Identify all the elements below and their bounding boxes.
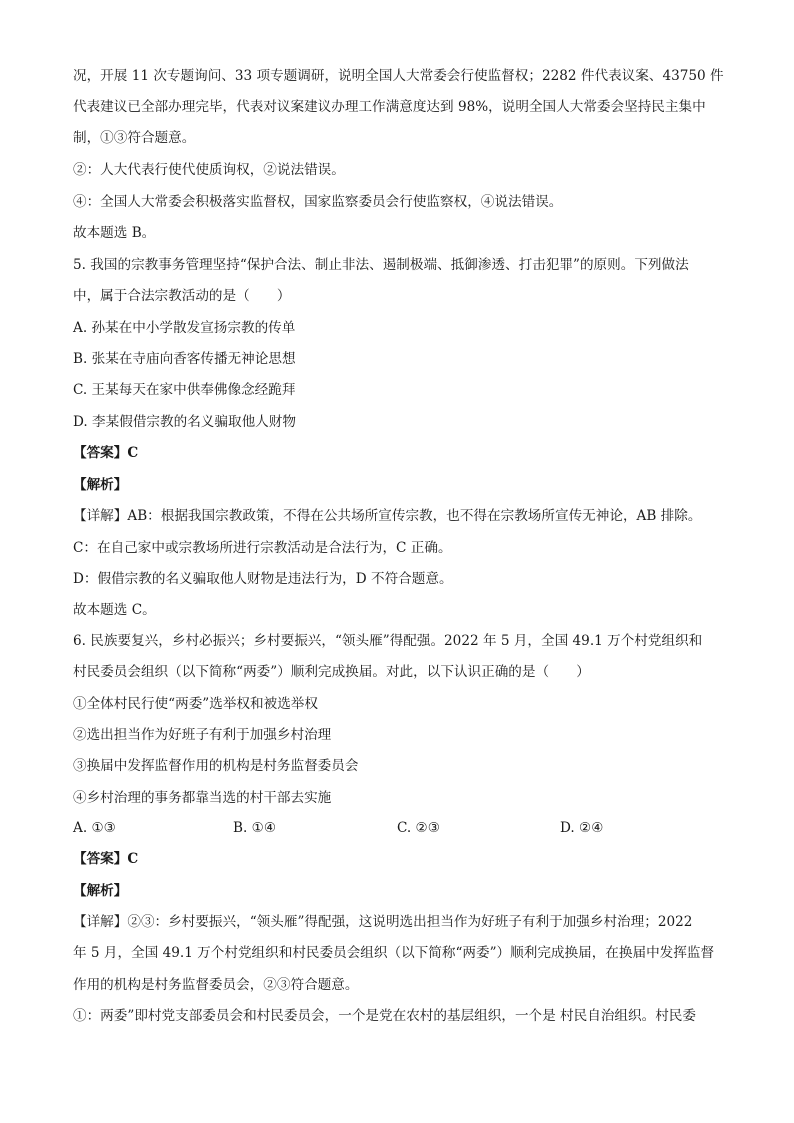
text-line: 故本题选 B。: [73, 225, 156, 241]
question-5-option-d: D. 李某假借宗教的名义骗取他人财物: [73, 414, 296, 430]
question-5-stem: 5. 我国的宗教事务管理坚持“保护合法、制止非法、遏制极端、抵御渗透、打击犯罪”的原则。下列做法: [73, 257, 689, 273]
text-line: ①：两委”即村党支部委员会和村民委员会，一个是党在农村的基层组织，一个是 村民自治组织。村民委: [73, 1008, 696, 1024]
question-6-option-c: C. ②③: [397, 820, 440, 836]
question-5-option-b: B. 张某在寺庙向香客传播无神论思想: [73, 351, 296, 367]
statement-3: ③换届中发挥监督作用的机构是村务监督委员会: [73, 758, 359, 774]
answer-label: 【答案】C: [73, 851, 139, 867]
statement-1: ①全体村民行使“两委”选举权和被选举权: [73, 696, 318, 712]
statement-4: ④乡村治理的事务都靠当选的村干部去实施: [73, 790, 332, 806]
text-line: 故本题选 C。: [73, 602, 156, 618]
statement-2: ②选出担当作为好班子有利于加强乡村治理: [73, 727, 332, 743]
answer-label: 【答案】C: [73, 445, 139, 461]
question-5-stem: 中，属于合法宗教活动的是（ ）: [73, 288, 291, 304]
question-6-stem: 6. 民族要复兴，乡村必振兴；乡村要振兴，“领头雁”得配强。2022 年 5 月，全国 49.1 万个村党组织和: [73, 633, 703, 649]
text-line: 况，开展 11 次专题询问、33 项专题调研，说明全国人大常委会行使监督权；2282 件代表议案、43750 件: [73, 68, 724, 84]
question-5-option-a: A. 孙某在中小学散发宣扬宗教的传单: [73, 320, 296, 336]
text-line: 【详解】②③：乡村要振兴，“领头雁”得配强，这说明选出担当作为好班子有利于加强乡村治理；2022: [73, 914, 693, 930]
text-line: 作用的机构是村务监督委员会，②③符合题意。: [73, 977, 359, 993]
text-line: C：在自己家中或宗教场所进行宗教活动是合法行为，C 正确。: [73, 540, 452, 556]
text-line: D：假借宗教的名义骗取他人财物是违法行为，D 不符合题意。: [73, 571, 453, 587]
analysis-label: 【解析】: [73, 883, 128, 899]
text-line: 代表建议已全部办理完毕，代表对议案建议办理工作满意度达到 98%，说明全国人大常委会坚持民主集中: [73, 99, 706, 115]
question-5-option-c: C. 王某每天在家中供奉佛像念经跪拜: [73, 382, 296, 398]
text-line: 【详解】AB：根据我国宗教政策，不得在公共场所宣传宗教，也不得在宗教场所宣传无神论，AB 排除。: [73, 508, 702, 524]
analysis-label: 【解析】: [73, 477, 128, 493]
text-line: 制，①③符合题意。: [73, 130, 196, 146]
text-line: ④：全国人大常委会积极落实监督权，国家监察委员会行使监察权，④说法错误。: [73, 194, 563, 210]
question-6-option-b: B. ①④: [233, 820, 277, 836]
question-6-option-d: D. ②④: [560, 820, 604, 836]
question-6-stem: 村民委员会组织（以下简称“两委”）顺利完成换届。对此，以下认识正确的是（ ）: [73, 664, 590, 680]
question-6-option-a: A. ①③: [73, 820, 116, 836]
text-line: ②：人大代表行使代使质询权，②说法错误。: [73, 162, 345, 178]
text-line: 年 5 月，全国 49.1 万个村党组织和村民委员会组织（以下简称“两委”）顺利完成换届，在换届中发挥监督: [73, 945, 715, 961]
